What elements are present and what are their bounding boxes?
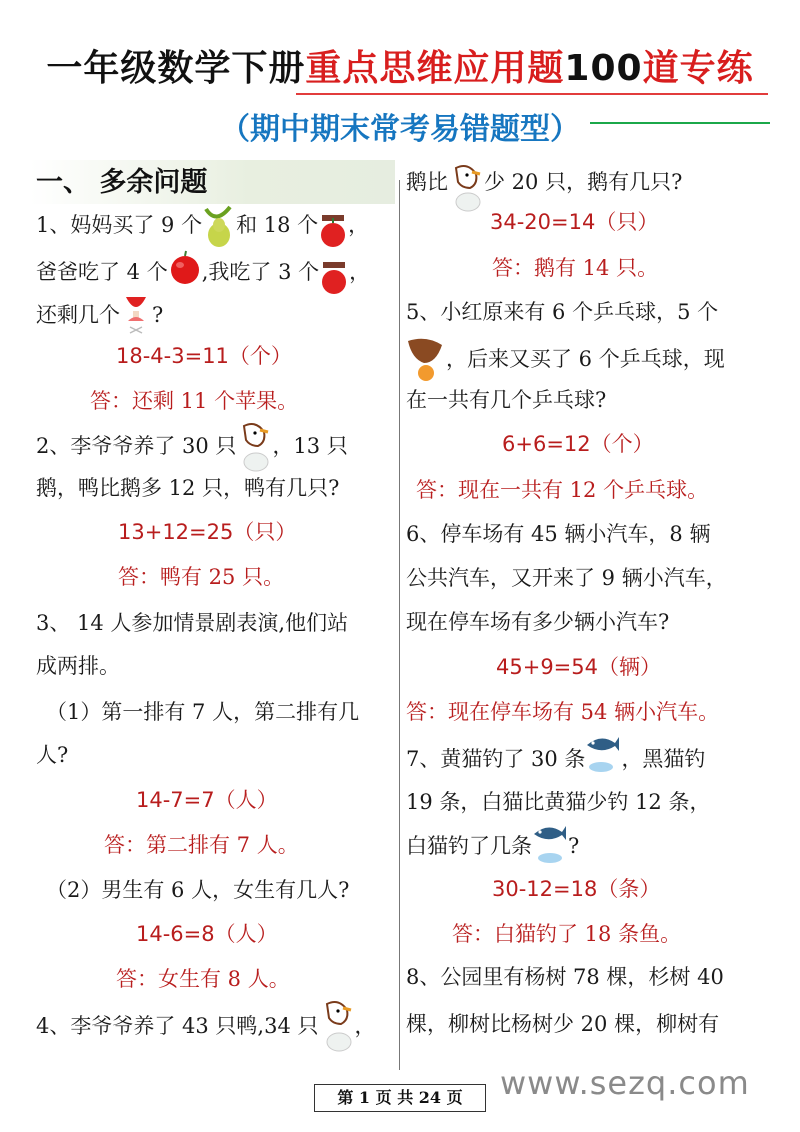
q7-line-1: [406, 745, 705, 775]
q1-line-2: [36, 258, 370, 288]
document-title: [0, 40, 800, 91]
apple-icon: [318, 213, 348, 241]
q1-text-c: ，: [348, 213, 370, 237]
document-subtitle: （期中期末常考易错题型）: [220, 112, 580, 147]
q4-text-d: 少 20 只，鹅有几只?: [484, 170, 683, 194]
q6-calculation: 45+9=54（辆）: [496, 655, 661, 679]
q1-line-1: [36, 211, 369, 241]
q5-answer: 答：现在一共有 12 个乒乓球。: [416, 478, 709, 502]
q8-line-2: 棵，柳树比杨树少 20 棵，柳树有: [406, 1012, 720, 1036]
apple-icon: [319, 260, 349, 288]
q1-text-f: ，: [349, 260, 371, 284]
q1-text-e: ,我吃了 3 个: [201, 260, 320, 284]
q8-line-1: 8、公园里有杨树 78 棵，杉树 40: [406, 965, 724, 989]
q2-line-1: [36, 432, 348, 462]
q3-sub2-answer: 答：女生有 8 人。: [116, 967, 290, 991]
q3-sub1-line-2: 人?: [36, 743, 69, 767]
q4-text-b: ，: [354, 1014, 376, 1038]
ping-pong-paddle-icon: [406, 347, 446, 375]
q5-line-1: 5、小红原来有 6 个乒乓球，5 个: [406, 300, 719, 324]
q1-text-d: 爸爸吃了 4 个: [36, 260, 168, 284]
q3-sub1-line-1: （1）第一排有 7 人，第二排有几: [46, 700, 360, 724]
q5-calculation: 6+6=12（个）: [502, 432, 654, 456]
q3-sub2-calculation: 14-6=8（人）: [136, 922, 278, 946]
q4-calculation: 34-20=14（只）: [490, 210, 659, 234]
q2-text-b: ，13 只: [272, 434, 348, 458]
q1-text-g: 还剩几个: [36, 303, 120, 327]
q7-line-3: [406, 832, 579, 862]
title-part-red-1: 重点思维应用题: [305, 48, 565, 89]
q5-line-3: 在一共有几个乒乓球?: [406, 388, 607, 412]
fish-icon: [585, 747, 621, 775]
q4-text-c: 鹅比: [406, 170, 448, 194]
title-part-black: 一年级数学下册: [46, 48, 306, 89]
page-number: 第 1 页 共 24 页: [314, 1084, 486, 1112]
q3-sub1-calculation: 14-7=7（人）: [136, 788, 278, 812]
fish-icon: [532, 834, 568, 862]
q7-text-b: ，黑猫钓: [621, 747, 706, 771]
goose-icon: [236, 434, 272, 462]
q3-line-1: 3、 14 人参加情景剧表演,他们站: [36, 611, 349, 635]
q1-calculation: 18-4-3=11（个）: [116, 344, 292, 368]
q2-calculation: 13+12=25（只）: [118, 520, 297, 544]
q1-text-b: 和 18 个: [236, 213, 319, 237]
q2-text-a: 2、李爷爷养了 30 只: [36, 434, 237, 458]
section-heading: 一、 多余问题: [36, 167, 208, 198]
q7-calculation: 30-12=18（条）: [492, 877, 661, 901]
subtitle-decor-line: [590, 122, 770, 124]
q1-answer: 答：还剩 11 个苹果。: [90, 389, 299, 413]
apple-icon: [168, 260, 202, 288]
q1-text-a: 1、妈妈买了 9 个: [36, 213, 203, 237]
q6-line-2: 公共汽车，又开来了 9 辆小汽车，: [406, 566, 727, 590]
q5-line-2: [406, 345, 725, 375]
q7-line-2: 19 条，白猫比黄猫少钓 12 条，: [406, 790, 711, 814]
title-underline: [296, 93, 768, 95]
goose-icon: [448, 170, 484, 198]
column-divider: [399, 180, 400, 1070]
q3-line-2: 成两排。: [36, 654, 120, 678]
watermark: www.sezq.com: [500, 1064, 750, 1102]
apple-core-icon: [120, 303, 152, 331]
goose-icon: [319, 1014, 355, 1042]
q6-line-1: 6、停车场有 45 辆小汽车，8 辆: [406, 522, 711, 546]
q1-text-h: ?: [152, 303, 164, 327]
title-part-red-2: 道专练: [642, 48, 754, 89]
q4-line-2: [406, 168, 682, 198]
q7-text-a: 7、黄猫钓了 30 条: [406, 747, 586, 771]
q1-line-3: [36, 301, 163, 331]
q6-line-3: 现在停车场有多少辆小汽车?: [406, 610, 670, 634]
q7-text-d: ?: [568, 834, 580, 858]
q7-text-c: 白猫钓了几条: [406, 834, 532, 858]
q3-sub2-line-1: （2）男生有 6 人，女生有几人?: [46, 878, 350, 902]
q6-answer: 答：现在停车场有 54 辆小汽车。: [406, 700, 720, 724]
q5-text: ，后来又买了 6 个乒乓球，现: [446, 347, 725, 371]
q4-text-a: 4、李爷爷养了 43 只鸭,34 只: [36, 1014, 319, 1038]
q7-answer: 答：白猫钓了 18 条鱼。: [452, 922, 682, 946]
q4-line-1: [36, 1012, 376, 1042]
pear-icon: [202, 213, 236, 241]
q2-line-2: 鹅，鸭比鹅多 12 只，鸭有几只?: [36, 476, 340, 500]
title-number: 100: [564, 48, 643, 89]
q3-sub1-answer: 答：第二排有 7 人。: [104, 833, 299, 857]
q2-answer: 答：鸭有 25 只。: [118, 565, 285, 589]
q4-answer: 答：鹅有 14 只。: [492, 256, 659, 280]
